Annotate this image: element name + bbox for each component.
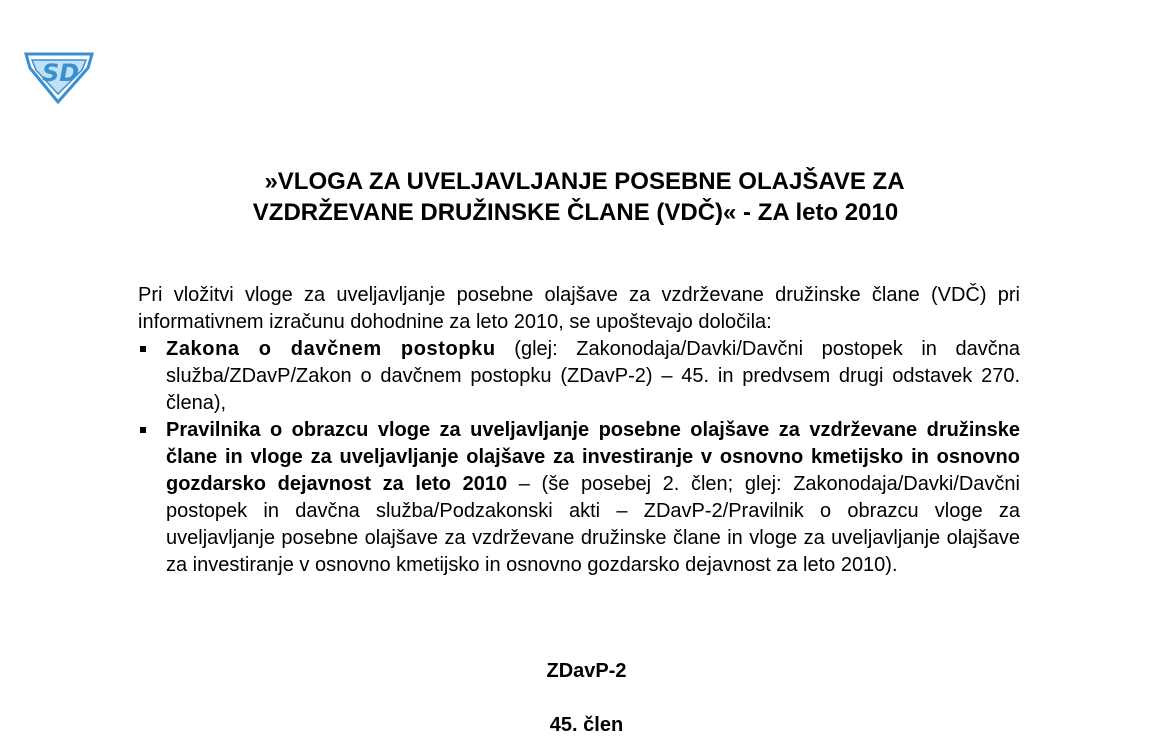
svg-text:SD: SD — [42, 59, 80, 87]
reference-title: Zakona o davčnem postopku — [166, 338, 496, 360]
title-line-2: VZDRŽEVANE DRUŽINSKE ČLANE (VDČ)« - ZA leto 2010 — [252, 199, 899, 226]
title-line-1: »VLOGA ZA UVELJAVLJANJE POSEBNE OLAJŠAVE ZA — [264, 168, 905, 195]
document-body — [138, 282, 1020, 579]
reference-list — [138, 336, 1020, 579]
article-heading: 45. člen — [549, 714, 624, 736]
reference-title: Pravilnika o obrazcu vloge za uveljavljanje posebne olajšave za vzdrževane družinske člane in vloge za uveljavljanje olajšave za investiranje v osnovno kmetijsko in osnovno gozdarsko dejavnost za leto 2010 — [166, 419, 1020, 495]
sd-shield-logo — [22, 48, 96, 104]
square-bullet-icon — [140, 346, 146, 352]
document-title — [0, 166, 1157, 228]
list-item — [138, 336, 1020, 417]
law-heading: ZDavP-2 — [546, 660, 627, 682]
intro-paragraph: Pri vložitvi vloge za uveljavljanje posebne olajšave za vzdrževane družinske člane (VDČ) pri informativnem izračunu dohodnine za leto 2010, se upoštevajo določila: — [138, 284, 1020, 333]
square-bullet-icon — [140, 427, 146, 433]
reference-text: – (še posebej 2. člen; glej: Zakonodaja/Davki/Davčni postopek in davčna služba/Podzakonski akti – ZDavP-2/Pravilnik o obrazcu vloge za uveljavljanje posebne olajšave za vzdrževane družinske člane in vloge za uveljavljanje olajšave za investiranje v osnovno kmetijsko in osnovno gozdarsko dejavnost za leto 2010). — [166, 473, 1020, 576]
reference-text: (glej: Zakonodaja/Davki/Davčni postopek in davčna služba/ZDavP/Zakon o davčnem postopku (ZDavP-2) – 45. in predvsem drugi odstavek 270. člena), — [166, 338, 1020, 414]
list-item — [138, 417, 1020, 579]
